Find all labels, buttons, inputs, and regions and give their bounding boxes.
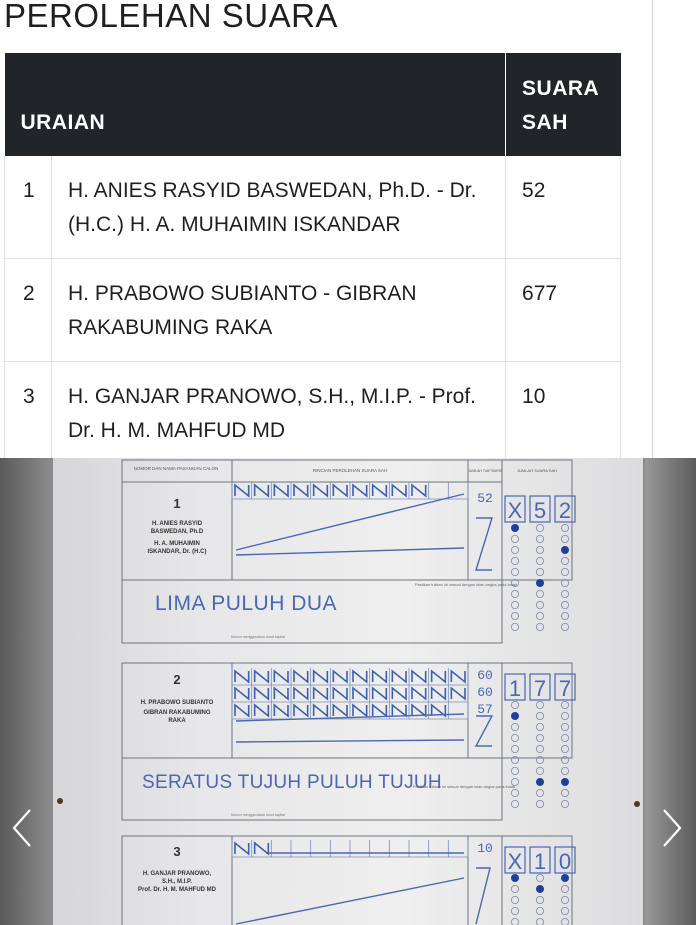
form-total-digit: 5: [533, 498, 547, 523]
candidate-pair: H. PRABOWO SUBIANTO - GIBRAN RAKABUMING RAKA: [52, 259, 506, 362]
chevron-left-icon: [11, 808, 33, 848]
form-candidate-name-line: GIBRAN RAKABUMING: [143, 710, 211, 716]
header-suara-sah: SUARA SAH: [506, 53, 621, 156]
form-candidate-name-line: ISKANDAR, Dr. (H.C): [147, 549, 207, 555]
form-sub-note: Mohon menggunakan huruf kapital: [231, 635, 285, 639]
form-candidate-name-line: BASWEDAN, Ph.D: [150, 529, 204, 535]
digit-bubble: [536, 778, 543, 785]
form-row-total: 57: [477, 702, 493, 717]
table-row: [5, 156, 621, 259]
form-total-digit: 1: [508, 676, 522, 701]
vote-count: 10: [506, 362, 621, 465]
form-total-digit: X: [507, 849, 523, 874]
form-note: Pastikan tulisan ini sesuai dengan isian angka pada kotak: [412, 784, 516, 789]
table-row: [5, 362, 621, 465]
digit-bubble: [561, 778, 568, 785]
row-number: 3: [5, 362, 52, 465]
digit-bubble: [511, 874, 518, 881]
form-candidate-name-line: RAKA: [168, 718, 186, 724]
table-header-row: [5, 53, 621, 156]
form-total-digit: 7: [558, 676, 572, 701]
digit-bubble: [511, 524, 518, 531]
header-uraian: URAIAN: [5, 53, 506, 156]
form-row-total: 60: [477, 668, 493, 683]
form-header-row-total: JUMLAH TIAP BARIS: [467, 469, 503, 473]
form-row-total: 52: [477, 491, 493, 506]
vote-count: 52: [506, 156, 621, 259]
candidate-pair: H. ANIES RASYID BASWEDAN, Ph.D. - Dr. (H.C.) H. A. MUHAIMIN ISKANDAR: [52, 156, 506, 259]
form-candidate-name-line: S.H., M.I.P.: [162, 879, 192, 885]
form-header-total: JUMLAH SUARA SAH: [516, 468, 558, 473]
chevron-right-icon: [661, 808, 683, 848]
form-total-digit: 2: [558, 498, 572, 523]
candidate-pair: H. GANJAR PRANOWO, S.H., M.I.P. - Prof. Dr. H. M. MAHFUD MD: [52, 362, 506, 465]
digit-bubble: [561, 546, 568, 553]
form-candidate-number: 1: [173, 496, 181, 511]
form-sub-note: Mohon menggunakan huruf kapital: [231, 813, 285, 817]
vote-count: 677: [506, 259, 621, 362]
form-header-candidate: NOMOR DAN NAMA PASANGAN CALON: [133, 466, 219, 471]
form-candidate-number: 3: [173, 844, 181, 859]
carousel-prev-button[interactable]: [2, 798, 42, 858]
page-title: PEROLEHAN SUARA: [4, 0, 338, 34]
form-candidate-name-line: H. A. MUHAIMIN: [154, 541, 200, 547]
row-number: 1: [5, 156, 52, 259]
digit-bubble: [536, 579, 543, 586]
form-header-tally: RINCIAN PEROLEHAN SUARA SAH: [312, 468, 388, 473]
form-note: Pastikan tulisan ini sesuai dengan isian angka pada kotak: [414, 582, 518, 587]
digit-bubble: [561, 874, 568, 881]
form-total-digit: 1: [533, 849, 547, 874]
form-total-digit: 0: [558, 849, 572, 874]
thumbtack-icon: [57, 798, 63, 804]
row-number: 2: [5, 259, 52, 362]
form-total-digit: X: [507, 498, 523, 523]
content-divider: [652, 0, 653, 460]
form-candidate-name-line: H. GANJAR PRANOWO,: [142, 871, 212, 877]
digit-bubble: [511, 712, 518, 719]
form-words: LIMA PULUH DUA: [155, 592, 338, 615]
form-total-digit: 7: [533, 676, 547, 701]
form-words: SERATUS TUJUH PULUH TUJUH: [142, 772, 442, 793]
form-photo-drawing: [0, 458, 696, 925]
form-candidate-name-line: H. PRABOWO SUBIANTO: [140, 700, 214, 706]
vote-results-table: [4, 53, 621, 465]
form-row-total: 10: [477, 841, 493, 856]
table-row: [5, 259, 621, 362]
thumbtack-icon: [634, 801, 640, 807]
form-candidate-name-line: Prof. Dr. H. M. MAHFUD MD: [138, 887, 216, 893]
form-row-total: 60: [477, 685, 493, 700]
form-candidate-number: 2: [173, 672, 181, 687]
c1-form-photo: [0, 458, 696, 925]
digit-bubble: [536, 885, 543, 892]
carousel-next-button[interactable]: [652, 798, 692, 858]
form-candidate-name-line: H. ANIES RASYID: [151, 521, 203, 527]
